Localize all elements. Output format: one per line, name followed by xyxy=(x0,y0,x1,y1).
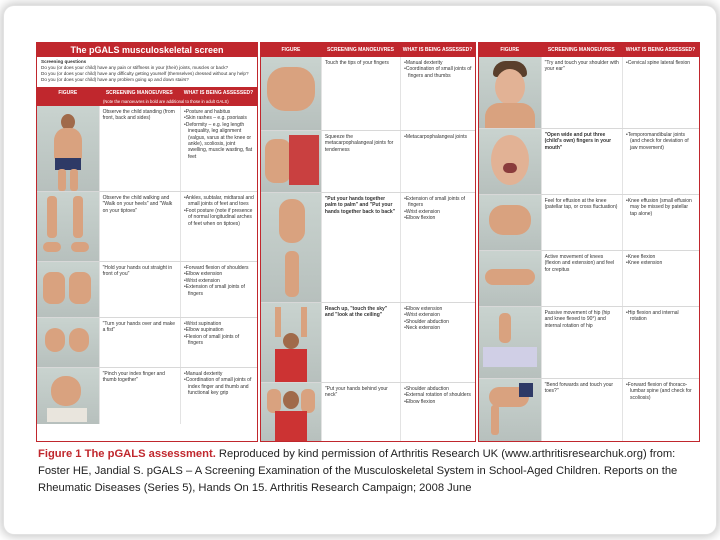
panel-3 xyxy=(478,42,700,442)
manoeuvre: Reach up, "touch the sky" and "look at the ceiling" xyxy=(321,303,400,382)
header-assessed: WHAT IS BEING ASSESSED? xyxy=(183,90,254,96)
assessed-item: • Forward flexion of shoulders xyxy=(184,265,254,271)
assessed-item: • Neck extension xyxy=(404,325,472,331)
assessed xyxy=(180,192,257,261)
header-assessed: WHAT IS BEING ASSESSED? xyxy=(625,47,696,53)
table-row xyxy=(479,57,699,129)
assessed-item: • Wrist extension xyxy=(404,209,472,215)
assessed-item: • Deformity – e.g. leg length inequality, leg alignment (valgus, varus at the knee or ankle), scoliosis, joint swelling, muscle wasting, flat feet xyxy=(184,122,254,160)
table-row xyxy=(37,318,257,368)
header-assessed: WHAT IS BEING ASSESSED? xyxy=(402,47,473,53)
assessed-item: • Foot posture (note if presence of normal longitudinal arches of feet when on tiptoes) xyxy=(184,208,254,227)
photo-child-standing xyxy=(37,106,99,191)
manoeuvre: "Put your hands behind your neck" xyxy=(321,383,400,441)
table-row xyxy=(261,193,475,303)
manoeuvre: "Try and touch your shoulder with your ear" xyxy=(541,57,622,128)
assessed-item: • Extension of small joints of fingers xyxy=(184,284,254,297)
table-row xyxy=(479,251,699,307)
photo-palms-together xyxy=(261,193,321,302)
table-row xyxy=(37,368,257,424)
table-row xyxy=(479,129,699,195)
assessed-item: • Elbow supination xyxy=(184,327,254,333)
assessed-item: • Coordination of small joints of index finger and thumb and functional key grip xyxy=(184,377,254,396)
panel-title: The pGALS musculoskeletal screen xyxy=(37,43,257,57)
assessed-item: • Wrist supination xyxy=(184,321,254,327)
assessed-item: • Shoulder abduction xyxy=(404,386,472,392)
panel-1 xyxy=(36,42,258,442)
assessed xyxy=(400,303,475,382)
assessed xyxy=(622,251,699,306)
table-row xyxy=(479,307,699,379)
assessed-item: • Elbow extension xyxy=(184,271,254,277)
panel-2 xyxy=(260,42,476,442)
screening-questions xyxy=(37,57,257,87)
photo-pinch xyxy=(37,368,99,424)
manoeuvre: "Hold your hands out straight in front of you" xyxy=(99,262,180,317)
manoeuvre: Touch the tips of your fingers xyxy=(321,57,400,130)
assessed-item: • Cervical spine lateral flexion xyxy=(626,60,696,66)
assessed xyxy=(180,368,257,424)
photo-hip-rotation xyxy=(479,307,541,378)
assessed-item: • Flexion of small joints of fingers xyxy=(184,334,254,347)
table-row xyxy=(261,131,475,193)
assessed-item: • Skin rashes – e.g. psoriasis xyxy=(184,115,254,121)
question: Do you (or does your child) have any difficulty getting yourself (themselves) dressed without any help? xyxy=(41,71,249,76)
panels xyxy=(34,34,702,444)
header-manoeuvres: SCREENING MANOEUVRES xyxy=(327,47,394,53)
table-row xyxy=(479,195,699,251)
assessed-item: • Elbow extension xyxy=(404,306,472,312)
question: Do you (or does your child) have any problem going up and down stairs? xyxy=(41,77,189,82)
assessed-item: • External rotation of shoulders xyxy=(404,392,472,398)
column-headers xyxy=(479,43,699,57)
assessed-item: • Posture and habitus xyxy=(184,109,254,115)
manoeuvre: Squeeze the metacarpophalangeal joints for tenderness xyxy=(321,131,400,192)
assessed-item: • Wrist extension xyxy=(184,278,254,284)
manoeuvre: "Pinch your index finger and thumb together" xyxy=(99,368,180,424)
assessed xyxy=(180,262,257,317)
assessed-item: • Temporomandibular joints (and check for deviation of jaw movement) xyxy=(626,132,696,151)
assessed-item: • Forward flexion of thoraco-lumbar spine (and check for scoliosis) xyxy=(626,382,696,401)
assessed xyxy=(622,307,699,378)
assessed-item: • Knee extension xyxy=(626,260,696,266)
assessed-item: • Coordination of small joints of fingers and thumbs xyxy=(404,66,472,79)
assessed-item: • Knee flexion xyxy=(626,254,696,260)
manoeuvre: Active movement of knees (flexion and extension) and feel for crepitus xyxy=(541,251,622,306)
assessed-item: • Wrist extension xyxy=(404,312,472,318)
assessed xyxy=(400,57,475,130)
manoeuvre: Observe the child walking and "Walk on your heels" and "Walk on your tiptoes" xyxy=(99,192,180,261)
assessed-item: • Elbow flexion xyxy=(404,215,472,221)
assessed-item: • Shoulder abduction xyxy=(404,319,472,325)
assessed xyxy=(622,195,699,250)
table-row xyxy=(37,262,257,318)
assessed xyxy=(180,318,257,367)
table-row xyxy=(37,192,257,262)
header-figure: FIGURE xyxy=(58,90,78,96)
photo-squeeze-mcp xyxy=(261,131,321,192)
table-row xyxy=(261,383,475,441)
header-manoeuvres: SCREENING MANOEUVRES xyxy=(547,47,615,53)
column-headers xyxy=(261,43,475,57)
manoeuvre: Passive movement of hip (hip and knee flexed to 90°) and internal rotation of hip xyxy=(541,307,622,378)
assessed-item: • Manual dexterity xyxy=(184,371,254,377)
manoeuvre: "Bend forwards and touch your toes?" xyxy=(541,379,622,441)
photo-open-mouth xyxy=(479,129,541,194)
questions-heading: Screening questions xyxy=(41,59,87,64)
assessed xyxy=(622,129,699,194)
question: Do you (or does your child) have any pain or stiffness in your (their) joints, muscles or back? xyxy=(41,65,229,70)
table-row xyxy=(37,106,257,192)
assessed-item: • Extension of small joints of fingers xyxy=(404,196,472,209)
assessed-item: • Metacarpophalangeal joints xyxy=(404,134,472,140)
assessed-item: • Elbow flexion xyxy=(404,399,472,405)
manoeuvre: Observe the child standing (from front, back and sides) xyxy=(99,106,180,191)
assessed-item: • Ankles, subtalar, midtarsal and small joints of feet and toes xyxy=(184,195,254,208)
manoeuvre: "Put your hands together palm to palm" and "Put your hands together back to back" xyxy=(321,193,400,302)
header-note: (Note the manoeuvres in bold are additional to those in adult GALS) xyxy=(37,98,257,106)
photo-knee-movement xyxy=(479,251,541,306)
figure-caption xyxy=(38,446,698,497)
header-figure: FIGURE xyxy=(281,47,301,53)
photo-walking xyxy=(37,192,99,261)
table-row xyxy=(261,57,475,131)
assessed xyxy=(400,193,475,302)
photo-reach-up xyxy=(261,303,321,382)
assessed-item: • Knee effusion (small effusion may be missed by patellar tap alone) xyxy=(626,198,696,217)
photo-fists xyxy=(37,318,99,367)
header-manoeuvres: SCREENING MANOEUVRES xyxy=(105,90,173,96)
header-figure: FIGURE xyxy=(500,47,520,53)
assessed xyxy=(180,106,257,191)
assessed xyxy=(622,57,699,128)
photo-knee-effusion xyxy=(479,195,541,250)
photo-hands-out xyxy=(37,262,99,317)
caption-lead: Figure 1 The pGALS assessment. xyxy=(38,448,216,460)
manoeuvre: Feel for effusion at the knee (patellar tap, or cross fluctuation) xyxy=(541,195,622,250)
photo-touch-toes xyxy=(479,379,541,441)
caption-text: Reproduced by kind permission of Arthritis Research UK (www.arthritisresearchuk.org) from: Foster HE, Jandial S. pGALS – A Screening Examination of the Musculoskeletal System in School-Aged Children. Reports on the Rheumatic Diseases (Series 5), Hands On 15. Arthritis Research Campaign; 2008 June xyxy=(38,448,678,494)
manoeuvre: "Open wide and put three (child's own) fingers in your mouth" xyxy=(541,129,622,194)
photo-ear-shoulder xyxy=(479,57,541,128)
table-row xyxy=(261,303,475,383)
photo-finger-tips xyxy=(261,57,321,130)
manoeuvre: "Turn your hands over and make a fist" xyxy=(99,318,180,367)
assessed xyxy=(400,131,475,192)
assessed xyxy=(622,379,699,441)
photo-hands-behind-neck xyxy=(261,383,321,441)
pgals-figure xyxy=(34,34,702,516)
assessed xyxy=(400,383,475,441)
assessed-item: • Manual dexterity xyxy=(404,60,472,66)
assessed-item: • Hip flexion and internal rotation xyxy=(626,310,696,323)
table-row xyxy=(479,379,699,441)
